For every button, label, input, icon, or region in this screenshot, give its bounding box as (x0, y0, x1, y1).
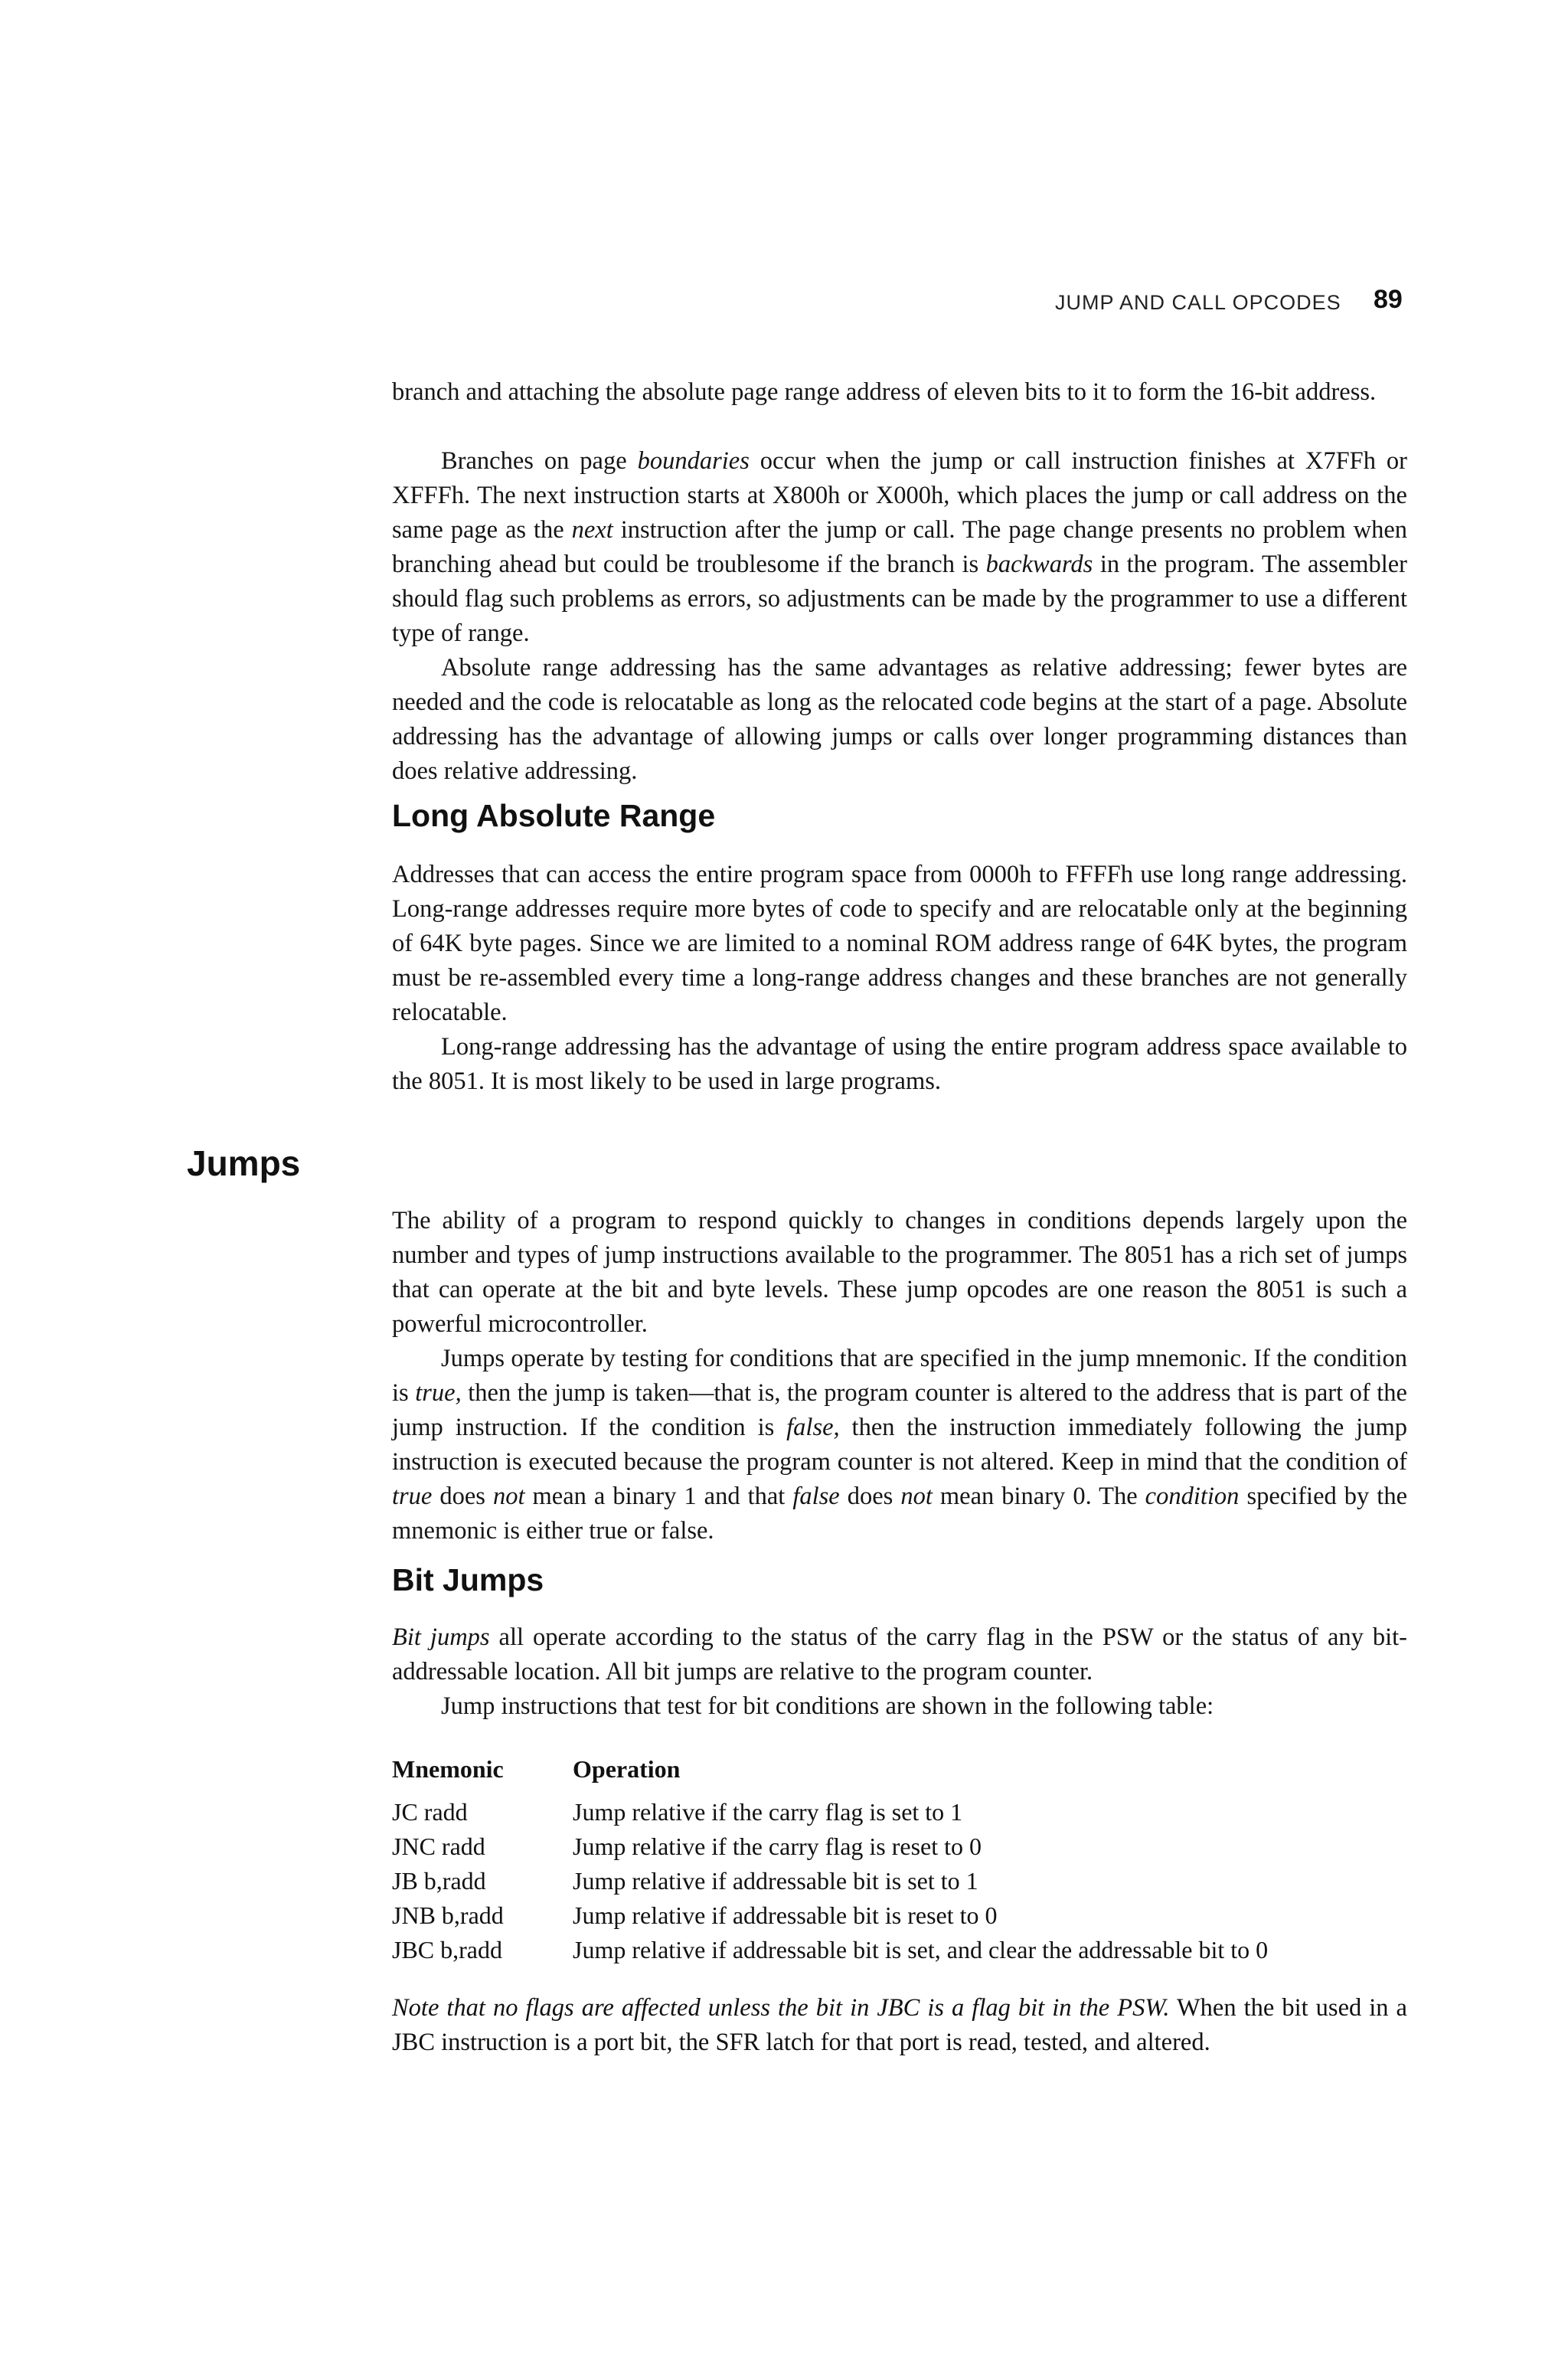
intro-paragraph-2: Branches on page boundaries occur when the jump or call instruction finishes at X7FFh or XFFFh. The next instruction starts at X800h or X000h, which places the jump or call address on the same page as the next instruction after the jump or call. The page change presents no problem when branching ahead but could be troublesome if the branch is backwards in the program. The assembler should flag such problems as errors, so adjustments can be made by the programmer to use a different type of range. (392, 447, 1408, 647)
table-header-row (392, 1754, 1268, 1795)
mnemonic-cell: JC radd (392, 1798, 468, 1826)
table-row (392, 1829, 1268, 1864)
bit-jump-instructions-table (392, 1754, 1268, 1967)
long-absolute-paragraph-1: Addresses that can access the entire program space from 0000h to FFFFh use long range addressing. Long-range addresses require more bytes of code to specify and are relocatable only at the beginning of 64K byte pages. Since we are limited to a nominal ROM address range of 64K bytes, the program must be re-assembled every time a long-range address changes and these branches are not generally relocatable. (392, 861, 1407, 1026)
long-absolute-range-heading: Long Absolute Range (392, 798, 716, 833)
long-absolute-paragraph-2: Long-range addressing has the advantage of using the entire program address space available to the 8051. It is most likely to be used in large programs. (392, 1033, 1407, 1095)
table-row (392, 1795, 1268, 1829)
bit-jumps-note: Note that no flags are affected unless the bit in JBC is a flag bit in the PSW. When the bit used in a JBC instruction is a port bit, the SFR latch for that port is read, tested, and altered. (392, 1994, 1407, 2056)
mnemonic-cell: JNC radd (392, 1833, 485, 1860)
jumps-paragraph-1: The ability of a program to respond quickly to changes in conditions depends largely upon the number and types of jump instructions available to the programmer. The 8051 has a rich set of jumps that can operate at the bit and byte levels. These jump opcodes are one reason the 8051 is such a powerful microcontroller. (392, 1207, 1407, 1338)
page-number: 89 (1374, 285, 1403, 314)
jumps-paragraph-2: Jumps operate by testing for conditions that are specified in the jump mnemonic. If the condition is true, then the jump is taken—that is, the program counter is altered to the address that is part of the jump instruction. If the condition is false, then the instruction immediately following the jump instruction is executed because the program counter is not altered. Keep in mind that the condition of true does not mean a binary 1 and that false does not mean binary 0. The condition specified by the mnemonic is either true or false. (392, 1345, 1407, 1545)
mnemonic-cell: JBC b,radd (392, 1936, 502, 1963)
mnemonic-cell: JB b,radd (392, 1867, 486, 1895)
running-header-title: JUMP AND CALL OPCODES (1055, 291, 1341, 314)
bit-jumps-paragraph-1: Bit jumps all operate according to the status of the carry flag in the PSW or the status of any bit-addressable location. All bit jumps are relative to the program counter. (392, 1623, 1407, 1685)
bit-jumps-heading: Bit Jumps (392, 1562, 544, 1597)
mnemonic-cell: JNB b,radd (392, 1901, 504, 1929)
table-row (392, 1864, 1268, 1898)
operation-cell: Jump relative if the carry flag is reset to 0 (573, 1833, 982, 1860)
operation-cell: Jump relative if addressable bit is set, and clear the addressable bit to 0 (573, 1936, 1269, 1963)
operation-cell: Jump relative if addressable bit is set to 1 (573, 1867, 978, 1895)
operation-cell: Jump relative if the carry flag is set to 1 (573, 1798, 963, 1826)
bit-jumps-paragraph-2: Jump instructions that test for bit conditions are shown in the following table: (441, 1692, 1214, 1720)
column-header-mnemonic: Mnemonic (392, 1754, 504, 1783)
table-row (392, 1933, 1268, 1967)
column-header-operation: Operation (573, 1754, 681, 1783)
jumps-section-heading: Jumps (187, 1143, 301, 1183)
intro-paragraph-1: branch and attaching the absolute page range address of eleven bits to it to form the 16-bit address. (392, 378, 1377, 406)
operation-cell: Jump relative if addressable bit is reset to 0 (573, 1901, 998, 1929)
table-row (392, 1898, 1268, 1933)
intro-paragraph-3: Absolute range addressing has the same advantages as relative addressing; fewer bytes are needed and the code is relocatable as long as the relocated code begins at the start of a page. Absolute addressing has the advantage of allowing jumps or calls over longer programming distances than does relative addressing. (392, 654, 1407, 785)
